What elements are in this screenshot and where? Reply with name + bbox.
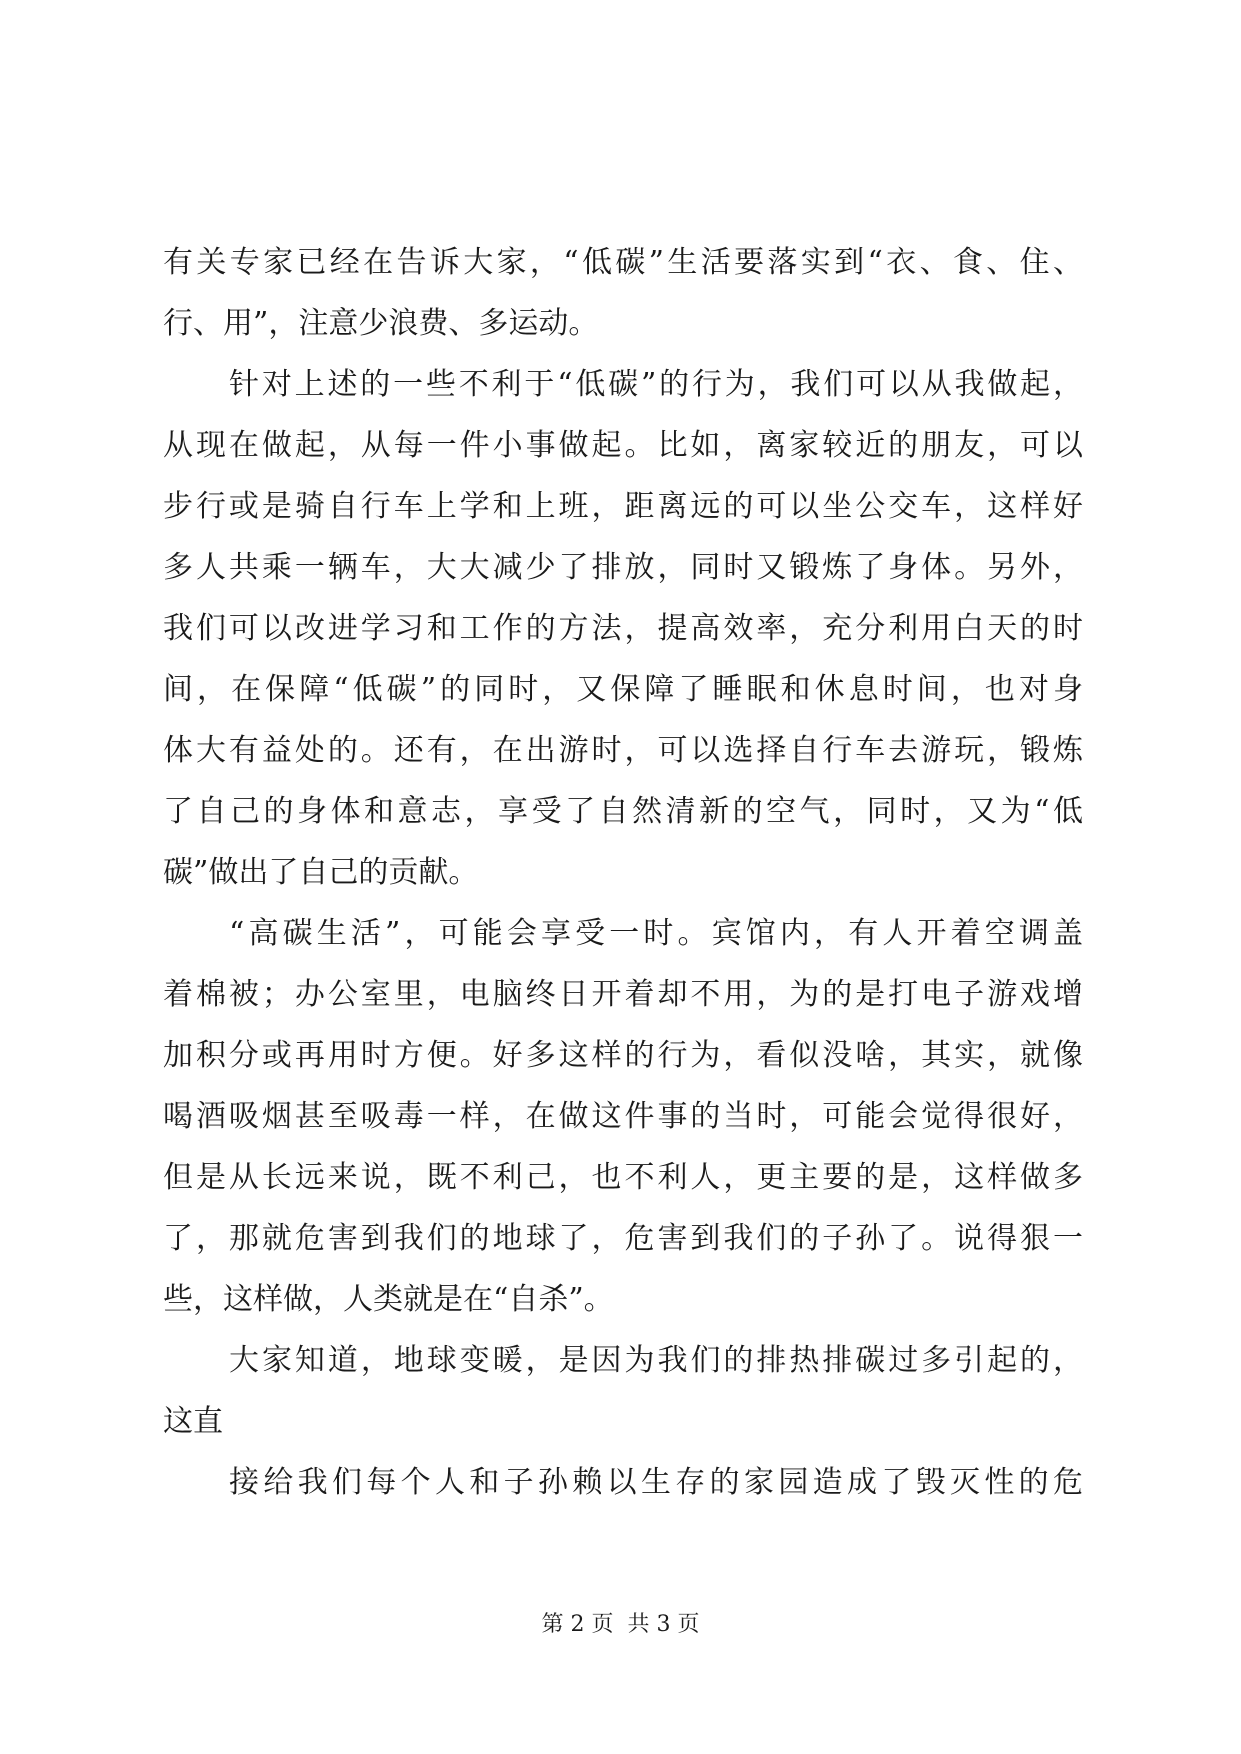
text-line: 着棉被；办公室里，电脑终日开着却不用，为的是打电子游戏增	[163, 977, 1083, 1012]
text-line: 些，这样做，人类就是在“自杀”。	[163, 1282, 614, 1317]
text-line: 这直	[163, 1404, 223, 1439]
text-line: 步行或是骑自行车上学和上班，距离远的可以坐公交车，这样好	[163, 489, 1083, 524]
text-line: 了自己的身体和意志，享受了自然清新的空气，同时，又为“低	[163, 794, 1083, 829]
body-text	[163, 232, 1083, 1513]
text-line: 有关专家已经在告诉大家，“低碳”生活要落实到“衣、食、住、	[163, 245, 1083, 280]
text-line: 接给我们每个人和子孙赖以生存的家园造成了毁灭性的危	[229, 1465, 1083, 1500]
text-line: 大家知道，地球变暖，是因为我们的排热排碳过多引起的，	[229, 1343, 1083, 1378]
text-line: 喝酒吸烟甚至吸毒一样，在做这件事的当时，可能会觉得很好，	[163, 1099, 1083, 1134]
text-line: 体大有益处的。还有，在出游时，可以选择自行车去游玩，锻炼	[163, 733, 1083, 768]
text-line: 了，那就危害到我们的地球了，危害到我们的子孙了。说得狠一	[163, 1221, 1083, 1256]
text-line: 加积分或再用时方便。好多这样的行为，看似没啥，其实，就像	[163, 1038, 1083, 1073]
page-footer	[0, 1610, 1241, 1640]
text-line: 行、用”，注意少浪费、多运动。	[163, 306, 599, 341]
text-line: 针对上述的一些不利于“低碳”的行为，我们可以从我做起，	[229, 367, 1083, 402]
page-number: 第 2 页 共 3 页	[541, 1612, 700, 1637]
text-line: 间，在保障“低碳”的同时，又保障了睡眠和休息时间，也对身	[163, 672, 1083, 707]
text-line: 碳”做出了自己的贡献。	[163, 855, 479, 890]
text-line: 但是从长远来说，既不利己，也不利人，更主要的是，这样做多	[163, 1160, 1083, 1195]
text-line: 多人共乘一辆车，大大减少了排放，同时又锻炼了身体。另外，	[163, 550, 1083, 585]
text-line: “高碳生活”，可能会享受一时。宾馆内，有人开着空调盖	[229, 916, 1083, 951]
text-line: 我们可以改进学习和工作的方法，提高效率，充分利用白天的时	[163, 611, 1083, 646]
text-line: 从现在做起，从每一件小事做起。比如，离家较近的朋友，可以	[163, 428, 1083, 463]
